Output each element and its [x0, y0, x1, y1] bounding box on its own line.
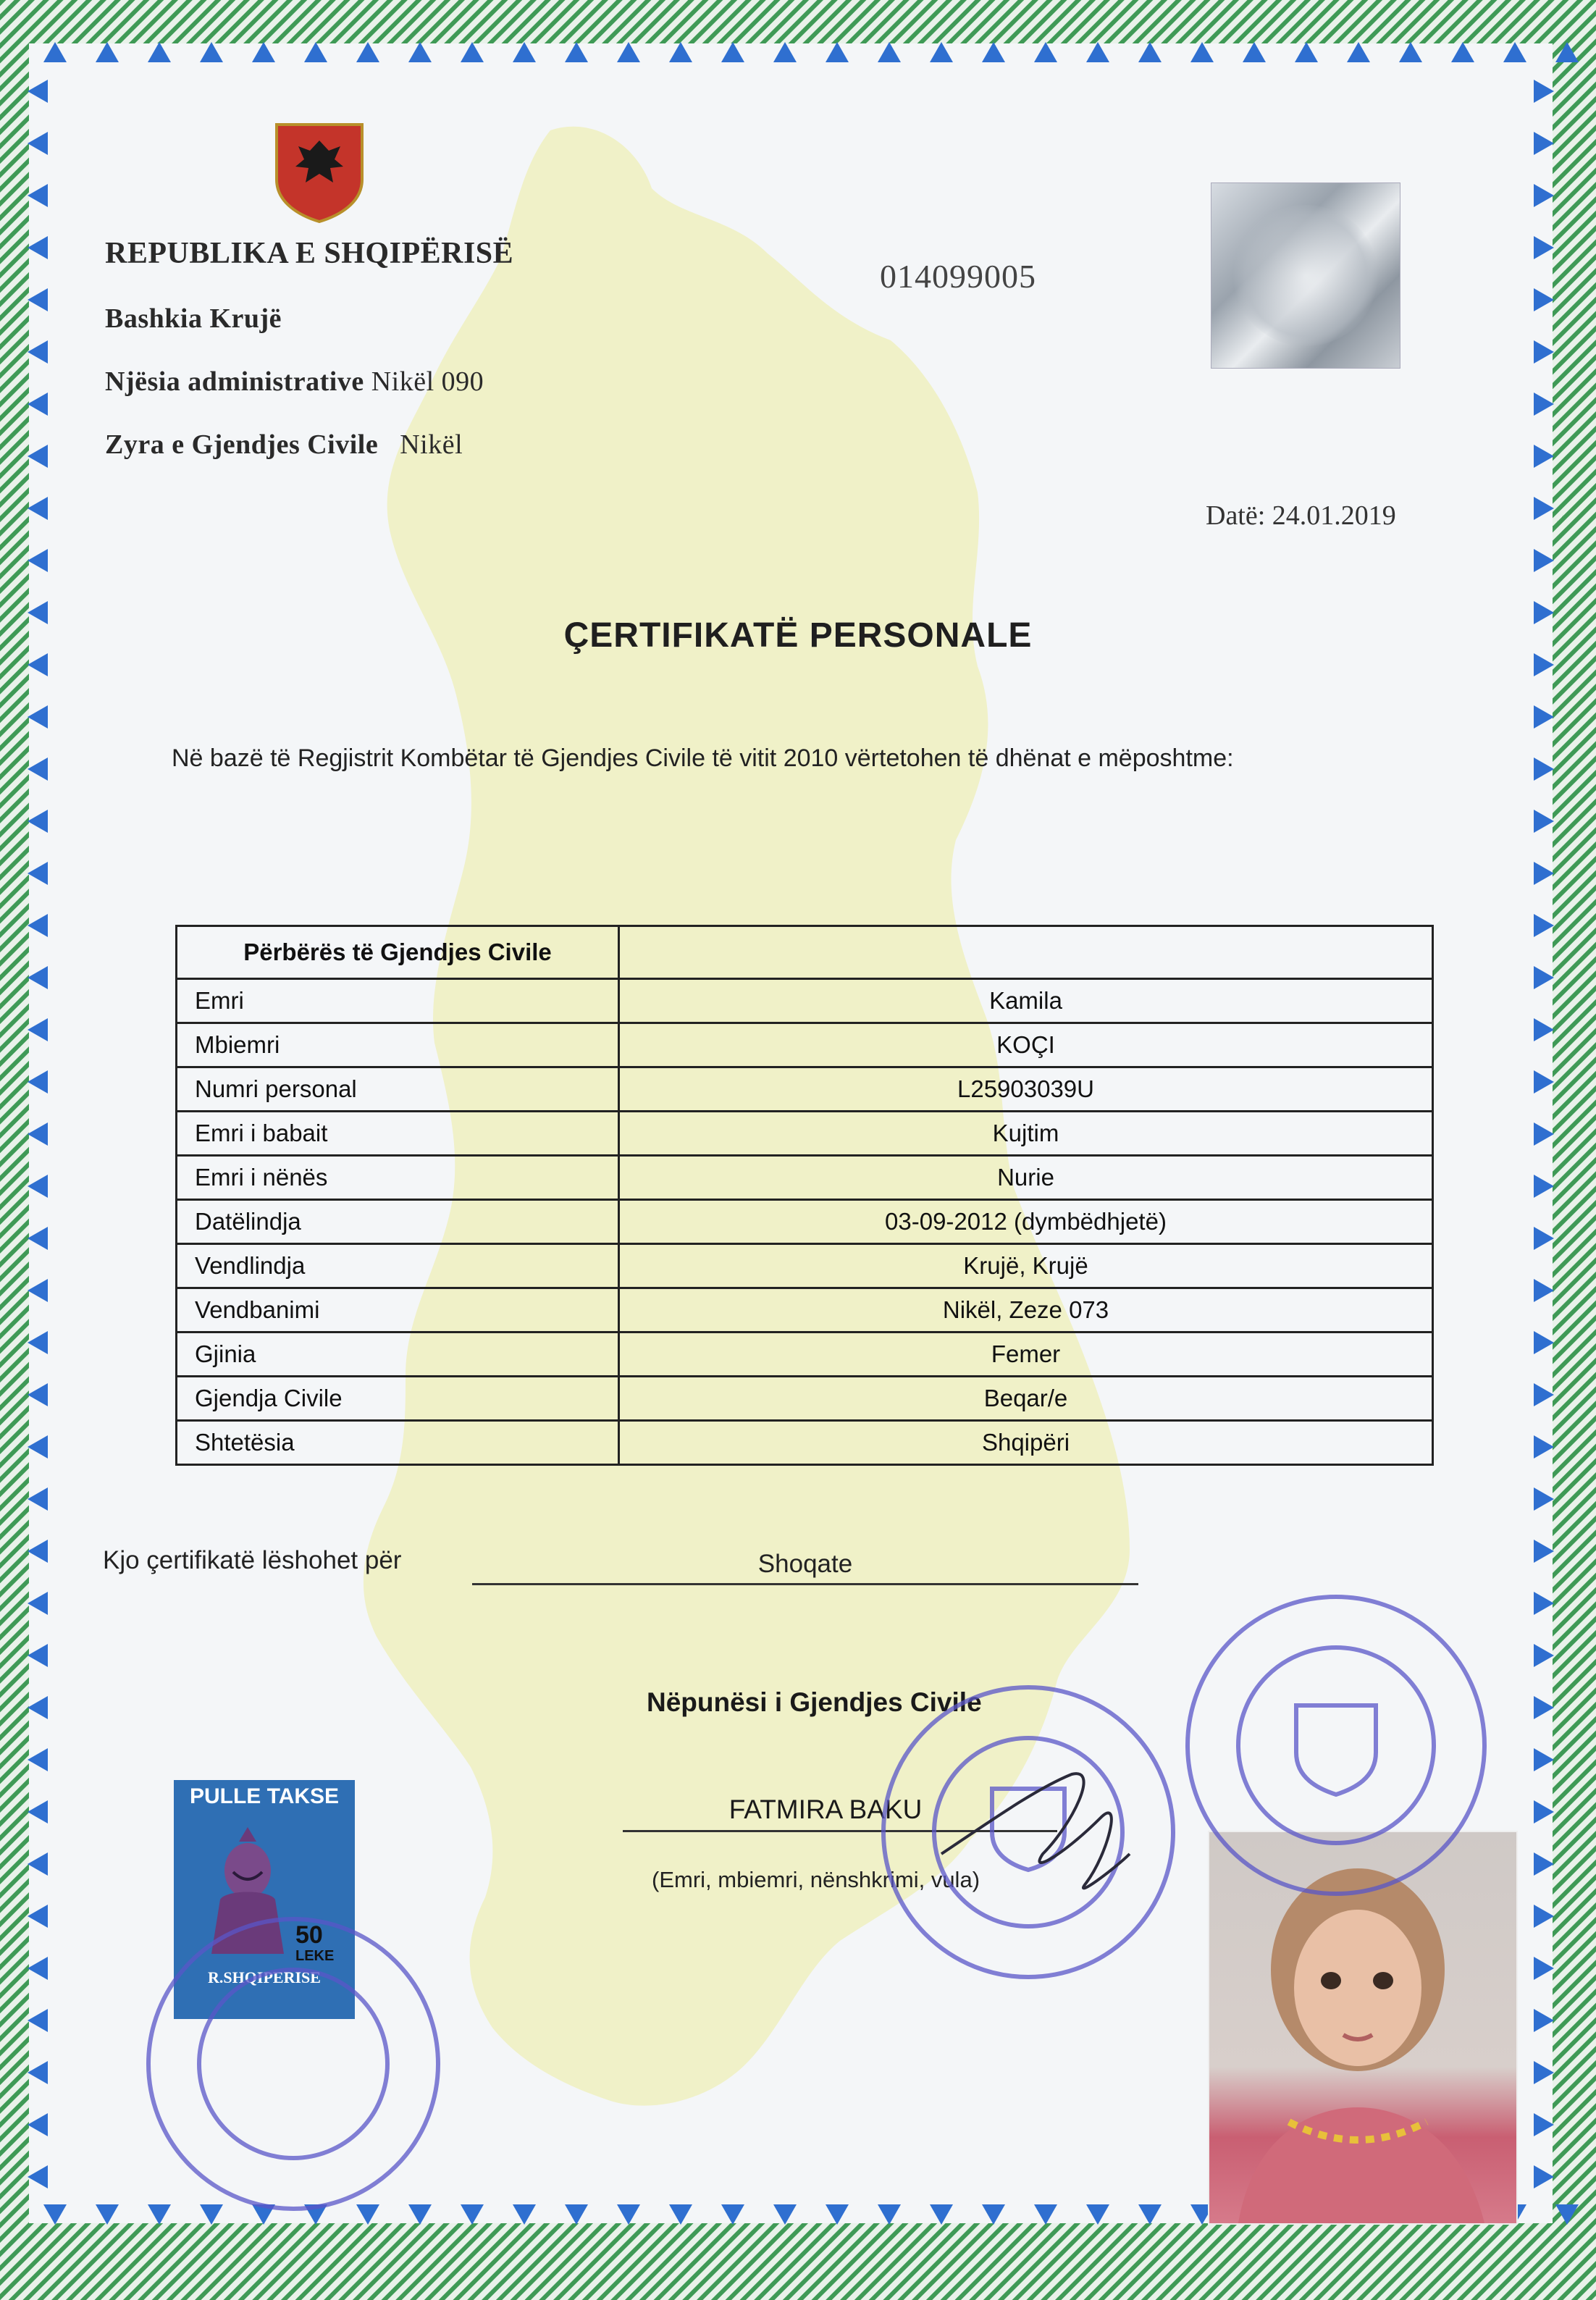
- admin-unit-value: Nikël 090: [371, 366, 484, 397]
- table-row: [177, 1244, 1433, 1288]
- row-label: Emri: [177, 979, 619, 1023]
- document-title: ÇERTIFIKATË PERSONALE: [563, 616, 1033, 655]
- municipality-text: Bashkia Krujë: [105, 303, 282, 334]
- officer-title: Nëpunësi i Gjendjes Civile: [647, 1687, 982, 1717]
- table-row: [177, 1377, 1433, 1421]
- issued-for-underline: [472, 1583, 1138, 1585]
- child-portrait-icon: [1209, 1832, 1516, 2223]
- row-value: Shqipëri: [619, 1421, 1433, 1465]
- table-row: [177, 979, 1433, 1023]
- row-label: Emri i babait: [177, 1112, 619, 1156]
- row-value: Nikël, Zeze 073: [619, 1288, 1433, 1332]
- row-label: Numri personal: [177, 1067, 619, 1112]
- table-header-label: Përbërës të Gjendjes Civile: [177, 926, 619, 979]
- table-row: [177, 1421, 1433, 1465]
- civil-office-line: [105, 429, 463, 461]
- hologram-shine: [1233, 205, 1378, 346]
- row-value: Nurie: [619, 1156, 1433, 1200]
- signature-caption: (Emri, mbiemri, nënshkrimi, vula): [652, 1867, 980, 1892]
- row-value: Krujë, Krujë: [619, 1244, 1433, 1288]
- row-label: Vendlindja: [177, 1244, 619, 1288]
- row-label: Datëlindja: [177, 1200, 619, 1244]
- table-row: [177, 1112, 1433, 1156]
- table-row: [177, 1332, 1433, 1377]
- table-row: [177, 1156, 1433, 1200]
- row-value: Femer: [619, 1332, 1433, 1377]
- tax-stamp-header: PULLE TAKSE: [189, 1784, 340, 1808]
- officer-name: FATMIRA BAKU: [728, 1795, 923, 1824]
- row-label: Vendbanimi: [177, 1288, 619, 1332]
- issued-for-label: Kjo çertifikatë lëshohet për: [103, 1546, 402, 1574]
- tax-stamp-currency: LEKE: [295, 1948, 335, 1964]
- tax-stamp: [174, 1780, 355, 2019]
- row-label: Gjinia: [177, 1332, 619, 1377]
- civil-office-label: Zyra e Gjendjes Civile: [105, 429, 379, 460]
- row-label: Shtetësia: [177, 1421, 619, 1465]
- row-value: KOÇI: [619, 1023, 1433, 1067]
- tax-stamp-country: R.SHQIPERISE: [208, 1968, 321, 1986]
- row-value: Kamila: [619, 979, 1433, 1023]
- republic-heading: REPUBLIKA E SHQIPËRISË: [105, 237, 514, 270]
- row-label: Gjendja Civile: [177, 1377, 619, 1421]
- row-value: Kujtim: [619, 1112, 1433, 1156]
- portrait-icon: [204, 1820, 291, 1957]
- issued-for-value: Shoqate: [757, 1550, 853, 1578]
- admin-unit-line: [105, 366, 484, 398]
- table-row: [177, 1200, 1433, 1244]
- civil-office-value: Nikël: [400, 429, 463, 460]
- table-row: [177, 1023, 1433, 1067]
- tax-stamp-value: 50: [295, 1921, 323, 1949]
- table-row: [177, 1067, 1433, 1112]
- issue-date: Datë: 24.01.2019: [1206, 500, 1396, 531]
- hologram-sticker: [1211, 182, 1400, 369]
- admin-unit-label: Njësia administrative: [105, 366, 364, 397]
- row-label: Emri i nënës: [177, 1156, 619, 1200]
- row-value: L25903039U: [619, 1067, 1433, 1112]
- signature-line: [623, 1830, 1057, 1832]
- serial-number: 014099005: [880, 258, 1036, 295]
- row-value: Beqar/e: [619, 1377, 1433, 1421]
- albania-emblem-icon: [274, 122, 365, 223]
- table-header-value: [619, 926, 1433, 979]
- civil-status-table: [175, 925, 1434, 1466]
- holder-photo: [1208, 1831, 1518, 2225]
- table-header-row: [177, 926, 1433, 979]
- row-label: Mbiemri: [177, 1023, 619, 1067]
- row-value: 03-09-2012 (dymbëdhjetë): [619, 1200, 1433, 1244]
- intro-text: Në bazë të Regjistrit Kombëtar të Gjendjes Civile të vitit 2010 vërtetohen të dhënat e mëposhtme:: [172, 744, 1234, 772]
- table-row: [177, 1288, 1433, 1332]
